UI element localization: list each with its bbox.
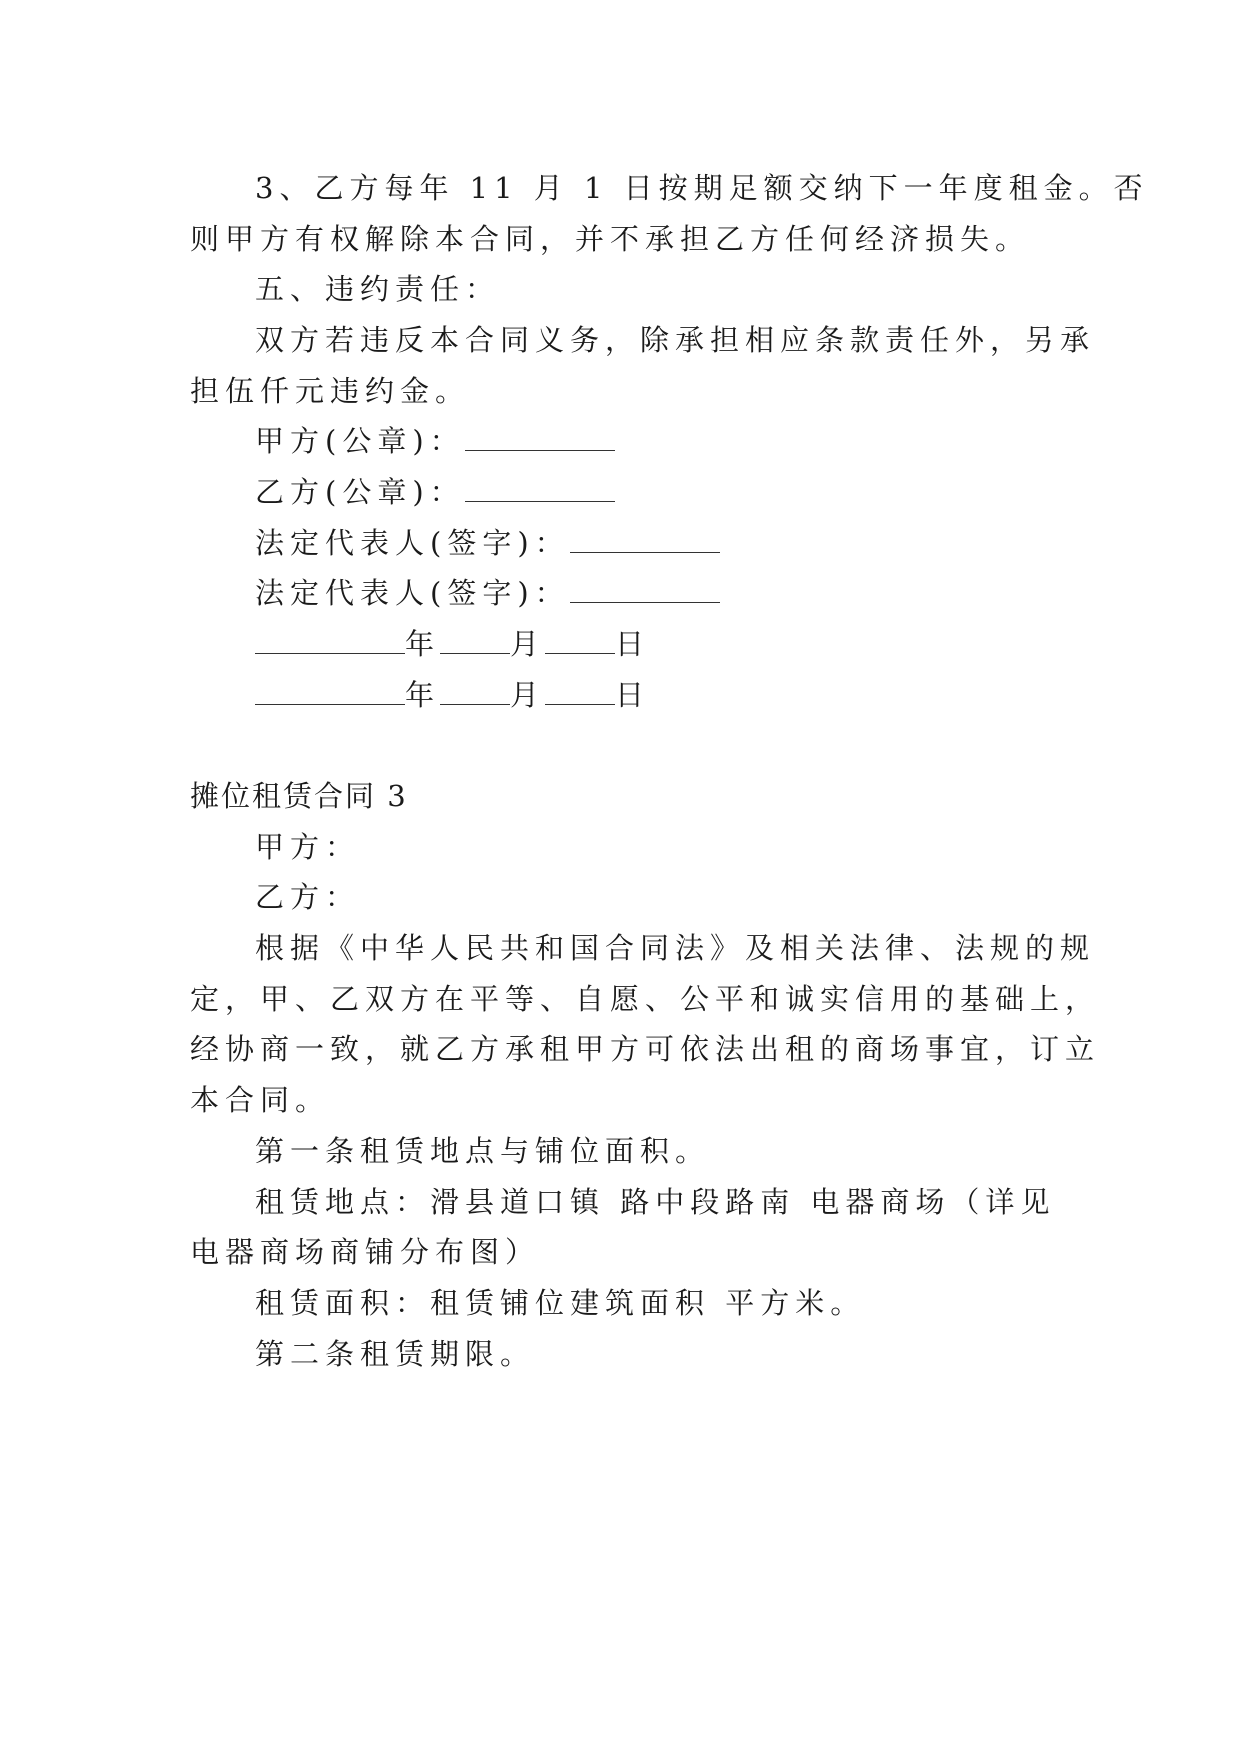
article2-heading: 第二条租赁期限。 bbox=[255, 1337, 536, 1371]
date-year-blank-2 bbox=[255, 678, 405, 705]
date-day-blank-1 bbox=[545, 627, 615, 654]
intro-line1: 根据《中华人民共和国合同法》及相关法律、法规的规 bbox=[255, 931, 1096, 965]
date-line-2 bbox=[255, 675, 650, 715]
date-day-label-1: 日 bbox=[615, 627, 651, 661]
date-day-blank-2 bbox=[545, 678, 615, 705]
location-line1: 租赁地点：滑县道口镇 路中段路南 电器商场（详见 bbox=[255, 1185, 1056, 1219]
area-line: 租赁面积：租赁铺位建筑面积 平方米。 bbox=[255, 1286, 866, 1320]
breach-line2: 担伍仟元违约金。 bbox=[190, 374, 471, 408]
date-month-label-2: 月 bbox=[510, 678, 546, 712]
intro-line2: 定，甲、乙双方在平等、自愿、公平和诚实信用的基础上， bbox=[190, 982, 1101, 1016]
article1-heading: 第一条租赁地点与铺位面积。 bbox=[255, 1134, 711, 1168]
contract3-party-b: 乙方： bbox=[255, 880, 361, 914]
rep-sign-line-2 bbox=[255, 573, 720, 613]
rep-sign-blank-2 bbox=[570, 576, 720, 603]
clause3-line1: 3、乙方每年 11 月 1 日按期足额交纳下一年度租金。否 bbox=[255, 171, 1149, 205]
breach-line1: 双方若违反本合同义务，除承担相应条款责任外，另承 bbox=[255, 323, 1096, 357]
rep-sign-blank-1 bbox=[570, 526, 720, 553]
location-line2: 电器商场商铺分布图） bbox=[190, 1235, 541, 1269]
party-a-seal-label: 甲方(公章)： bbox=[255, 424, 465, 458]
date-month-blank-2 bbox=[440, 678, 510, 705]
rep-sign-label-1: 法定代表人(签字)： bbox=[255, 526, 570, 560]
party-b-seal-line bbox=[255, 472, 615, 512]
party-b-seal-blank bbox=[465, 475, 615, 502]
clause3-line2: 则甲方有权解除本合同，并不承担乙方任何经济损失。 bbox=[190, 222, 1031, 256]
contract3-title: 摊位租赁合同 3 bbox=[190, 779, 408, 813]
date-line-1 bbox=[255, 624, 650, 664]
party-a-seal-blank bbox=[465, 424, 615, 451]
intro-line4: 本合同。 bbox=[190, 1083, 331, 1117]
date-year-label-2: 年 bbox=[405, 678, 441, 712]
date-day-label-2: 日 bbox=[615, 678, 651, 712]
date-year-blank-1 bbox=[255, 627, 405, 654]
rep-sign-label-2: 法定代表人(签字)： bbox=[255, 576, 570, 610]
intro-line3: 经协商一致，就乙方承租甲方可依法出租的商场事宜，订立 bbox=[190, 1032, 1101, 1066]
date-year-label-1: 年 bbox=[405, 627, 441, 661]
date-month-label-1: 月 bbox=[510, 627, 546, 661]
contract3-party-a: 甲方： bbox=[255, 830, 361, 864]
heading-breach: 五、违约责任： bbox=[255, 272, 501, 306]
date-month-blank-1 bbox=[440, 627, 510, 654]
party-a-seal-line bbox=[255, 421, 615, 461]
party-b-seal-label: 乙方(公章)： bbox=[255, 475, 465, 509]
rep-sign-line-1 bbox=[255, 523, 720, 563]
